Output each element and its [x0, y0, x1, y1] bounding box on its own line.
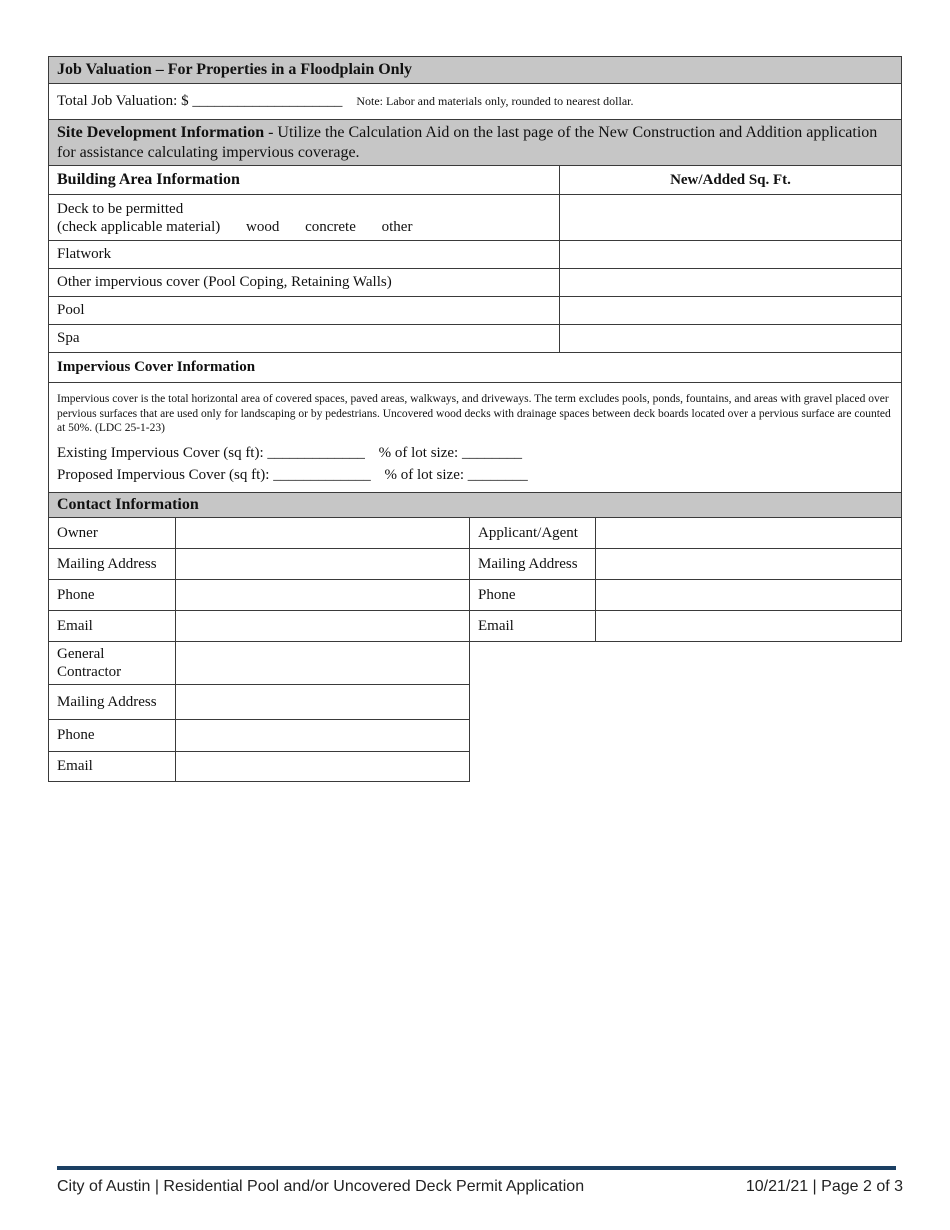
gc-phone-field[interactable] [175, 719, 470, 752]
deck-sqft-field[interactable] [559, 194, 902, 241]
impervious-cover-header [48, 352, 902, 383]
building-area-header [48, 165, 560, 195]
gc-email-field[interactable] [175, 751, 470, 782]
owner-phone-label: Phone [57, 586, 95, 603]
gc-label-cell [48, 641, 176, 685]
site-development-instructions: - Utilize the Calculation Aid on the last page of the New Construction and Addition application for assistance calculating impervious coverage. [57, 124, 878, 161]
agent-email-label: Email [478, 617, 514, 634]
new-added-sqft-text: New/Added Sq. Ft. [670, 171, 791, 188]
agent-mailing-label-cell [469, 548, 596, 580]
owner-email-field[interactable] [175, 610, 470, 642]
gc-phone-label-cell [48, 719, 176, 752]
flatwork-label-cell [48, 240, 560, 269]
job-valuation-note: Note: Labor and materials only, rounded to nearest dollar. [356, 94, 634, 108]
agent-email-field[interactable] [595, 610, 902, 642]
agent-field[interactable] [595, 517, 902, 549]
footer-title: City of Austin | Residential Pool and/or Uncovered Deck Permit Application [57, 1178, 585, 1195]
owner-email-label: Email [57, 617, 93, 634]
existing-lot-pct[interactable]: % of lot size: ________ [378, 444, 522, 461]
gc-mailing-label-cell [48, 684, 176, 720]
job-valuation-header [48, 56, 902, 84]
site-development-title: Site Development Information [57, 124, 265, 141]
gc-label-line2: Contractor [57, 664, 122, 680]
other-impervious-label-cell [48, 268, 560, 297]
agent-email-label-cell [469, 610, 596, 642]
site-development-header [48, 119, 902, 166]
new-added-sqft-header [559, 165, 902, 195]
gc-field[interactable] [175, 641, 470, 685]
owner-phone-field[interactable] [175, 579, 470, 611]
material-other-option[interactable]: other [381, 219, 413, 235]
deck-material-hint: (check applicable material) [57, 219, 221, 235]
agent-label: Applicant/Agent [478, 524, 578, 541]
agent-phone-field[interactable] [595, 579, 902, 611]
owner-mailing-label-cell [48, 548, 176, 580]
spa-label-cell [48, 324, 560, 353]
agent-mailing-label: Mailing Address [478, 555, 578, 572]
pool-label-cell [48, 296, 560, 325]
gc-mailing-label: Mailing Address [57, 693, 157, 710]
agent-phone-label-cell [469, 579, 596, 611]
agent-mailing-field[interactable] [595, 548, 902, 580]
footer-page-info: 10/21/21 | Page 2 of 3 [745, 1178, 903, 1195]
other-impervious-label: Other impervious cover (Pool Coping, Retaining Walls) [57, 274, 392, 290]
pool-label: Pool [57, 302, 85, 318]
material-concrete-option[interactable]: concrete [305, 219, 356, 235]
gc-email-label-cell [48, 751, 176, 782]
proposed-lot-pct[interactable]: % of lot size: ________ [384, 466, 528, 483]
material-wood-option[interactable]: wood [246, 219, 280, 235]
total-job-valuation-label[interactable]: Total Job Valuation: $ ____________________ [57, 93, 343, 109]
contact-info-header-text: Contact Information [57, 496, 199, 513]
owner-email-label-cell [48, 610, 176, 642]
flatwork-sqft-field[interactable] [559, 240, 902, 269]
flatwork-label: Flatwork [57, 246, 112, 262]
owner-mailing-label: Mailing Address [57, 555, 157, 572]
spa-label: Spa [57, 330, 80, 346]
job-valuation-row [48, 83, 902, 120]
other-impervious-sqft-field[interactable] [559, 268, 902, 297]
proposed-impervious-label[interactable]: Proposed Impervious Cover (sq ft): _____________ [57, 466, 371, 483]
owner-mailing-field[interactable] [175, 548, 470, 580]
job-valuation-header-text: Job Valuation – For Properties in a Floodplain Only [57, 61, 413, 78]
impervious-description: Impervious cover is the total horizontal area of covered spaces, paved areas, walkways, and driveways. The term excludes pools, ponds, fountains, and areas with gravel placed over pervious surfaces that are used only for landscaping or by pedestrians. Uncovered wood decks with drainage spaces between deck boards located over a pervious surface are counted at 50%. (LDC 25-1-23) [57, 393, 891, 434]
spa-sqft-field[interactable] [559, 324, 902, 353]
deck-label: Deck to be permitted [57, 201, 184, 217]
gc-email-label: Email [57, 758, 93, 774]
building-area-header-text: Building Area Information [57, 171, 240, 188]
agent-label-cell [469, 517, 596, 549]
agent-phone-label: Phone [478, 586, 516, 603]
pool-sqft-field[interactable] [559, 296, 902, 325]
owner-label: Owner [57, 524, 98, 541]
impervious-cover-header-text: Impervious Cover Information [57, 359, 256, 375]
footer-rule [57, 1166, 896, 1170]
deck-row-label [48, 194, 560, 241]
contact-info-header [48, 492, 902, 518]
owner-field[interactable] [175, 517, 470, 549]
gc-label-line1: General [57, 646, 105, 662]
existing-impervious-label[interactable]: Existing Impervious Cover (sq ft): _____________ [57, 444, 365, 461]
owner-label-cell [48, 517, 176, 549]
owner-phone-label-cell [48, 579, 176, 611]
gc-mailing-field[interactable] [175, 684, 470, 720]
impervious-cover-body [48, 382, 902, 493]
gc-phone-label: Phone [57, 727, 95, 743]
